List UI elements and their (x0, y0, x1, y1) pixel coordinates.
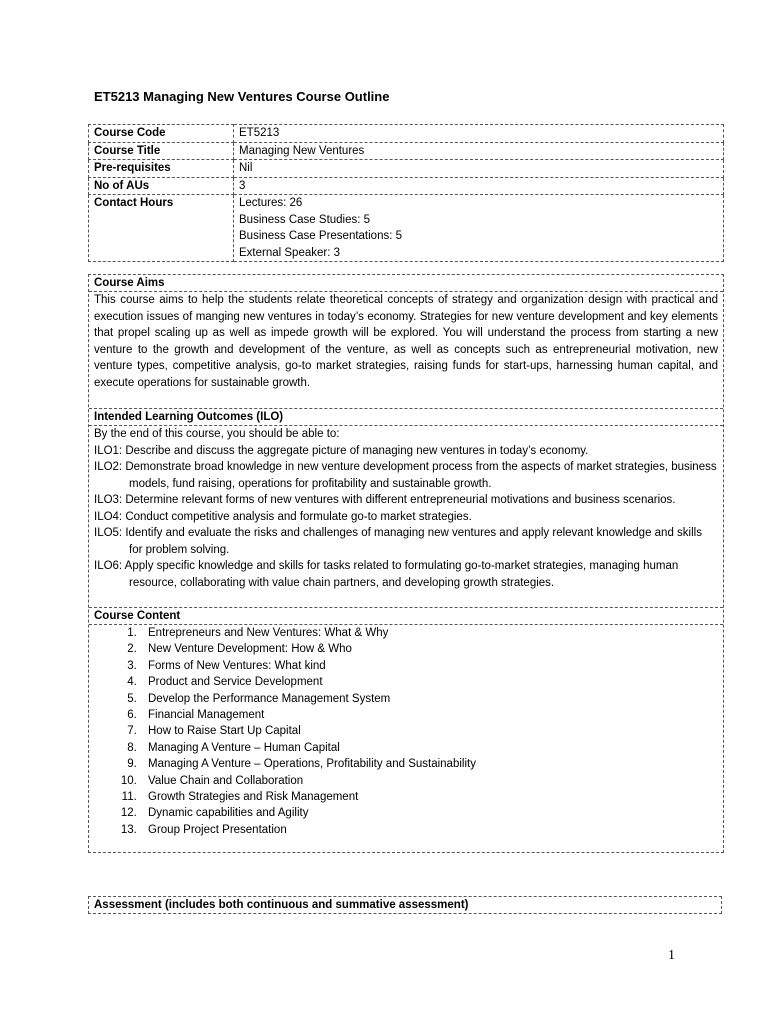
ilo-item: ILO5: Identify and evaluate the risks and challenges of managing new ventures and apply relevant knowledge and skills for problem solving. (94, 527, 702, 556)
aus-value: 3 (234, 177, 724, 195)
course-title-value: Managing New Ventures (234, 142, 724, 160)
contact-line: Business Case Studies: 5 (239, 213, 371, 226)
list-item: 1. Entrepreneurs and New Ventures: What & Why (140, 625, 718, 641)
aus-label: No of AUs (89, 177, 234, 195)
prereq-label: Pre-requisites (89, 160, 234, 178)
list-item: 10. Value Chain and Collaboration (140, 773, 718, 789)
contact-line: Business Case Presentations: 5 (239, 230, 403, 242)
contact-line: Lectures: 26 (239, 197, 303, 209)
course-content-list (94, 625, 718, 838)
course-title-label: Course Title (89, 142, 234, 160)
prereq-value: Nil (234, 160, 724, 178)
table-row (89, 177, 724, 195)
list-item: 9. Managing A Venture – Operations, Profitability and Sustainability (140, 756, 718, 772)
contact-hours-value (234, 195, 724, 262)
list-item: 3. Forms of New Ventures: What kind (140, 658, 718, 674)
course-code-value: ET5213 (234, 125, 724, 143)
course-content-header: Course Content (89, 607, 723, 625)
document-title: ET5213 Managing New Ventures Course Outline (94, 89, 390, 104)
list-item: 7. How to Raise Start Up Capital (140, 723, 718, 739)
ilo-body (89, 426, 723, 607)
table-row (89, 160, 724, 178)
list-item: 8. Managing A Venture – Human Capital (140, 740, 718, 756)
ilo-item: ILO3: Determine relevant forms of new ventures with different entrepreneurial motivations and business scenarios. (94, 494, 676, 506)
assessment-header: Assessment (includes both continuous and summative assessment) (88, 896, 722, 914)
list-item: 11. Growth Strategies and Risk Management (140, 789, 718, 805)
list-item: 5. Develop the Performance Management System (140, 691, 718, 707)
course-aims-text: This course aims to help the students relate theoretical concepts of strategy and organization design with practical and execution issues of manging new ventures in today’s economy. Strategies for new venture development and key elements that propel scaling up as well as impede growth will be explored. You will understand the process from starting a new venture to the growth and development of the venture, as well as concepts such as entrepreneurial motivation, new venture types, competitive analysis, go-to market strategies, raising funds for start-ups, harnessing human capital, and execute operations for sustainable growth. (94, 294, 718, 389)
course-info-table (88, 124, 724, 262)
page-number: 1 (668, 948, 675, 963)
list-item: 6. Financial Management (140, 707, 718, 723)
course-code-label: Course Code (89, 125, 234, 143)
course-aims-body (89, 292, 723, 408)
contact-line: External Speaker: 3 (239, 246, 341, 259)
table-row (89, 125, 724, 143)
course-details-box (88, 274, 724, 853)
course-content-body (89, 625, 723, 852)
list-item: 12. Dynamic capabilities and Agility (140, 805, 718, 821)
list-item: 4. Product and Service Development (140, 674, 718, 690)
course-aims-header: Course Aims (89, 275, 723, 292)
ilo-item: ILO4: Conduct competitive analysis and formulate go-to market strategies. (94, 510, 472, 523)
ilo-item: ILO1: Describe and discuss the aggregate picture of managing new ventures in today’s economy. (94, 444, 589, 457)
ilo-item: ILO2: Demonstrate broad knowledge in new venture development process from the aspects of market strategies, business models, fund raising, operations for profitability and sustainable growth. (94, 461, 717, 490)
ilo-header: Intended Learning Outcomes (ILO) (89, 408, 723, 426)
contact-hours-label: Contact Hours (89, 195, 234, 262)
ilo-item: ILO6: Apply specific knowledge and skills for tasks related to formulating go-to-market strategies, managing human resource, collaborating with value chain partners, and developing growth strategies. (94, 560, 679, 589)
list-item: 13. Group Project Presentation (140, 822, 718, 838)
table-row (89, 142, 724, 160)
ilo-intro: By the end of this course, you should be able to: (94, 428, 340, 440)
list-item: 2. New Venture Development: How & Who (140, 641, 718, 657)
table-row (89, 195, 724, 262)
